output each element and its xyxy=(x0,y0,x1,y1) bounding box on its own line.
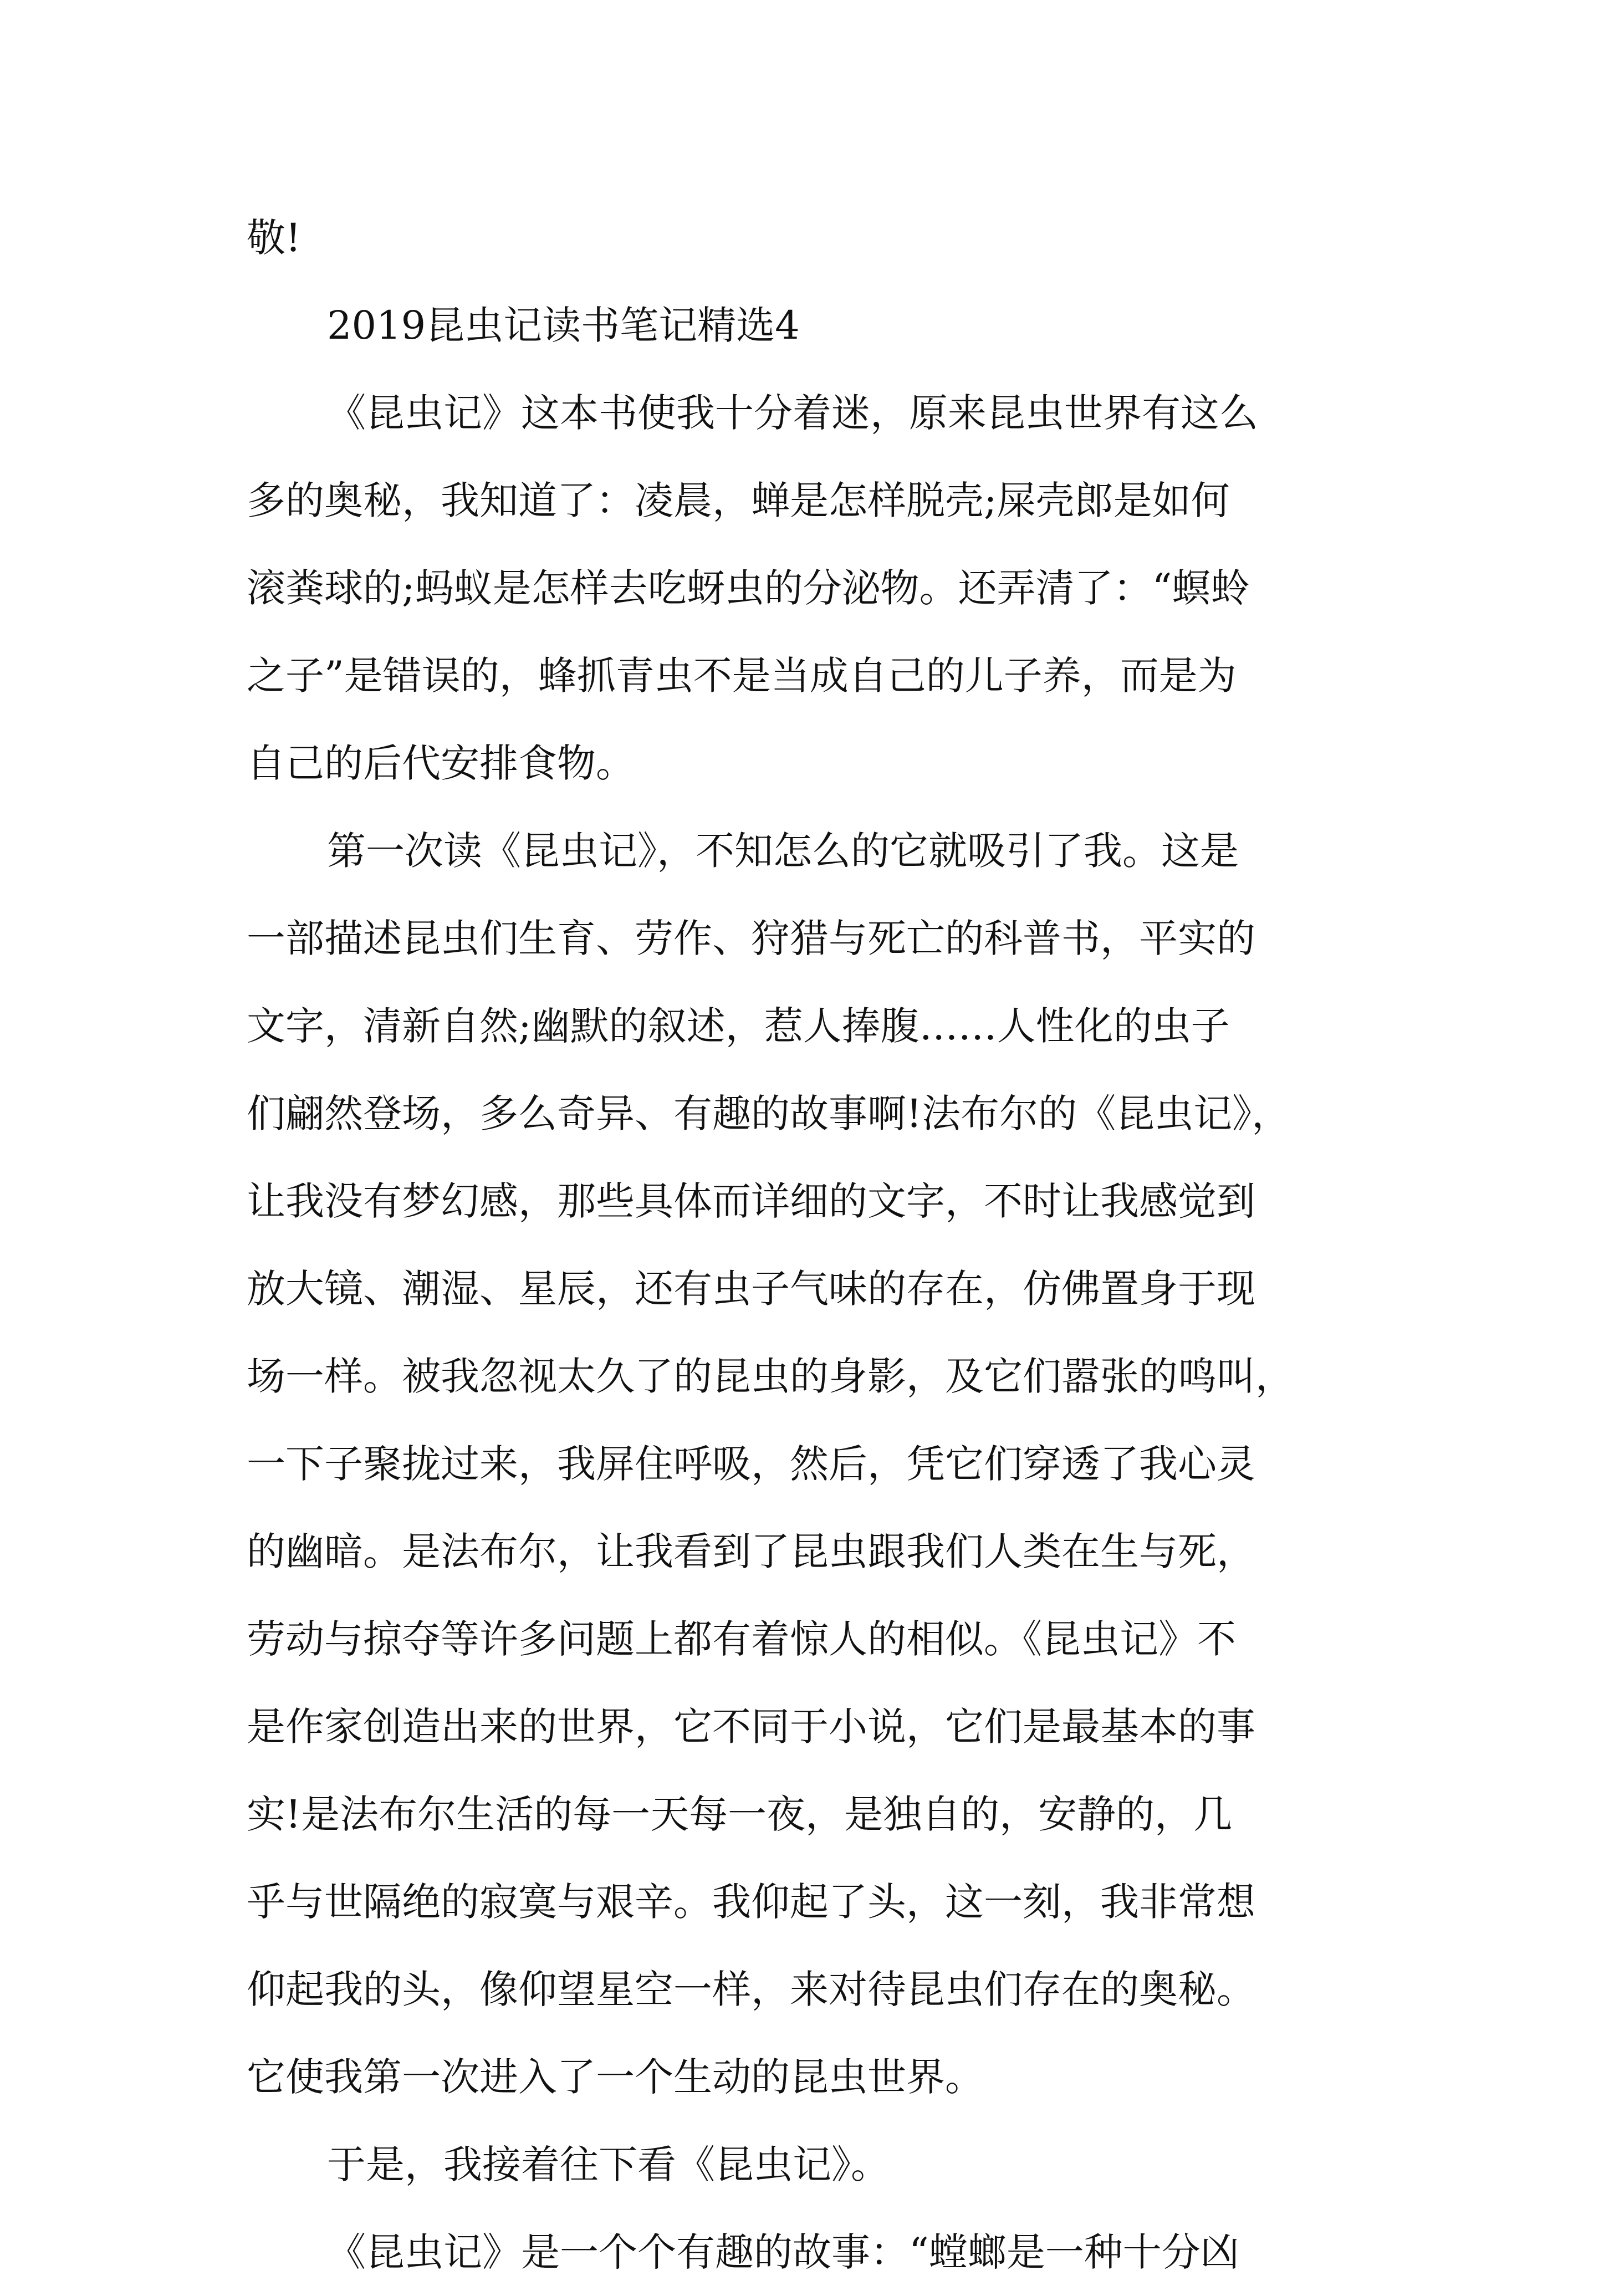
text-line: 是作家创造出来的世界，它不同于小说，它们是最基本的事 xyxy=(247,1704,1255,1749)
text-line: 《昆虫记》是一个个有趣的故事：“螳螂是一种十分凶 xyxy=(327,2229,1239,2275)
text-line: 劳动与掠夺等许多问题上都有着惊人的相似。《昆虫记》不 xyxy=(247,1616,1236,1662)
text-line: 场一样。被我忽视太久了的昆虫的身影，及它们嚣张的鸣叫， xyxy=(247,1354,1294,1399)
text-line: 乎与世隔绝的寂寞与艰辛。我仰起了头，这一刻，我非常想 xyxy=(247,1879,1255,1925)
text-line: 于是，我接着往下看《昆虫记》。 xyxy=(327,2142,890,2187)
text-line: 滚粪球的;蚂蚁是怎样去吃蚜虫的分泌物。还弄清了：“螟蛉 xyxy=(247,565,1250,611)
text-line: 们翩然登场，多么奇异、有趣的故事啊!法布尔的《昆虫记》， xyxy=(247,1091,1291,1136)
text-line: 放大镜、潮湿、星辰，还有虫子气味的存在，仿佛置身于现 xyxy=(247,1266,1255,1312)
text-line: 自己的后代安排食物。 xyxy=(247,741,635,786)
text-line: 多的奥秘，我知道了：凌晨，蝉是怎样脱壳;屎壳郎是如何 xyxy=(247,478,1230,523)
text-line: 之子”是错误的，蜂抓青虫不是当成自己的儿子养，而是为 xyxy=(247,653,1237,698)
text-line: 《昆虫记》这本书使我十分着迷，原来昆虫世界有这么 xyxy=(327,390,1258,436)
text-line: 仰起我的头，像仰望星空一样，来对待昆虫们存在的奥秘。 xyxy=(247,1967,1255,2012)
text-line: 文字，清新自然;幽默的叙述，惹人捧腹……人性化的虫子 xyxy=(247,1003,1230,1049)
document-body xyxy=(247,194,1377,2296)
section-heading: 2019昆虫记读书笔记精选4 xyxy=(327,303,800,348)
text-line: 一部描述昆虫们生育、劳作、狩猎与死亡的科普书，平实的 xyxy=(247,916,1255,961)
text-line: 的幽暗。是法布尔，让我看到了昆虫跟我们人类在生与死， xyxy=(247,1529,1255,1574)
text-line: 它使我第一次进入了一个生动的昆虫世界。 xyxy=(247,2054,984,2100)
text-line: 第一次读《昆虫记》，不知怎么的它就吸引了我。这是 xyxy=(327,828,1239,874)
text-line: 一下子聚拢过来，我屏住呼吸，然后，凭它们穿透了我心灵 xyxy=(247,1441,1255,1487)
text-line: 实!是法布尔生活的每一天每一夜，是独自的，安静的，几 xyxy=(247,1792,1233,1837)
text-line: 让我没有梦幻感，那些具体而详细的文字，不时让我感觉到 xyxy=(247,1178,1255,1224)
text-line: 敬! xyxy=(247,215,302,261)
